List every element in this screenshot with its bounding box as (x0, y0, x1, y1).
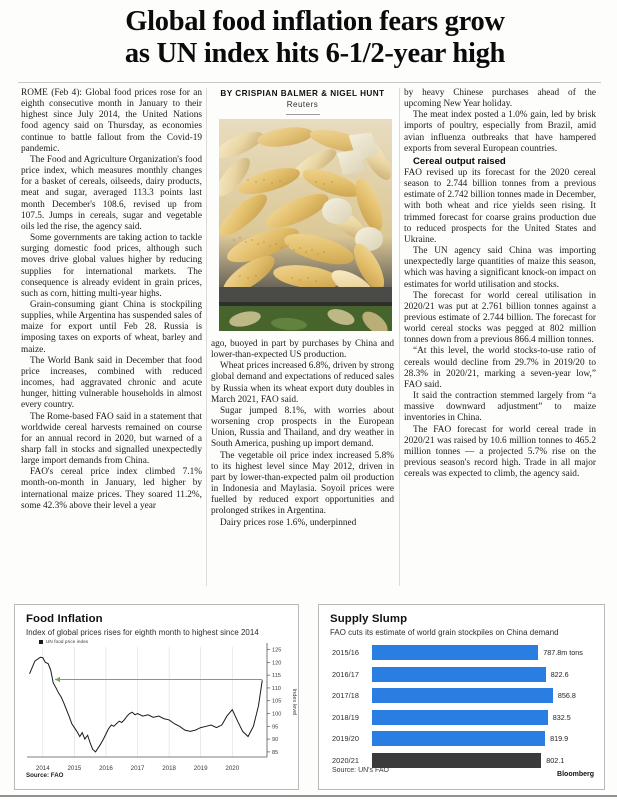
column-divider-2 (399, 88, 400, 586)
bar (372, 710, 548, 725)
svg-text:2020: 2020 (225, 765, 240, 772)
bar-value-label: 819.9 (550, 734, 569, 743)
svg-text:2017: 2017 (130, 765, 145, 772)
chart-source: Source: FAO (26, 772, 64, 779)
bar (372, 731, 545, 746)
bar-row (332, 688, 576, 703)
paragraph: It said the contraction stemmed largely from “a massive downward adjustment” to maize inventories in China. (404, 391, 596, 424)
article-column-3 (404, 88, 596, 480)
paragraph: The World Bank said in December that food price increases, combined with reduced incomes, had aggravated chronic and acute hunger, hitting vulnerable households in almost every country. (21, 355, 202, 411)
byline-underline (286, 114, 320, 115)
supply-slump-chart (318, 604, 605, 790)
bar-category-label: 2017/18 (332, 691, 360, 700)
svg-text:125: 125 (272, 647, 282, 654)
paragraph: The vegetable oil price index increased 5.8% to its highest level since May 2012, driven in part by lower-than-expected palm oil production in Indonesia and Maylasia. Soyoil prices were fuelled by reduced export opportunities and prolonged strikes in Argentina. (211, 450, 394, 517)
food-inflation-chart (14, 604, 299, 790)
paragraph: Grain-consuming giant China is stockpiling supplies, while Argentina has suspended sales of maize for export until Feb 28. Russia is imposing taxes on exports of wheat, barley and maize. (21, 299, 202, 355)
paragraph: Dairy prices rose 1.6%, underpinned (220, 517, 357, 528)
paragraph: by heavy Chinese purchases ahead of the upcoming New Year holiday. (404, 88, 596, 110)
bar-value-label: 802.1 (546, 755, 565, 765)
bar (372, 645, 538, 660)
byline-agency: Reuters (286, 100, 319, 109)
bar (372, 688, 553, 703)
bar-value-label: 856.8 (557, 691, 576, 700)
svg-text:90: 90 (272, 737, 279, 744)
headline-line-2: as UN index hits 6-1/2-year high (124, 38, 506, 70)
page-headline (60, 6, 570, 70)
bar-row (332, 710, 571, 725)
byline-block (211, 89, 394, 115)
headline-divider (18, 82, 601, 83)
headline-line-1: Global food inflation fears grow (125, 6, 505, 37)
chart-brand: Bloomberg (557, 771, 594, 778)
chart-subtitle: Index of global prices rises for eighth month to highest since 2014 (26, 628, 259, 637)
svg-text:2014: 2014 (35, 765, 50, 772)
bar-row (332, 753, 564, 768)
bar-category-label: 2020/21 (332, 755, 360, 765)
bar-row (332, 645, 583, 660)
paragraph: The Rome-based FAO said in a statement that worldwide cereal harvests remained on course for an annual record in 2020, but warned of a sharp fall in stocks and signalled unexpectedly large import demands from China. (21, 411, 202, 467)
paragraph: The meat index posted a 1.0% gain, led by brisk imports of poultry, especially from Brazil, amid avian influenza outbreaks that have hampered exports from several European countries. (404, 110, 596, 154)
paragraph: ago, buoyed in part by purchases by China and lower-than-expected US production. (211, 339, 394, 361)
svg-text:2016: 2016 (99, 765, 113, 772)
svg-text:120: 120 (272, 660, 282, 667)
maize-photo (219, 119, 392, 331)
bar-row (332, 731, 568, 746)
paragraph: Some governments are taking action to tackle surging domestic food prices, although such moves drive global values higher by reducing supplies for international markets. The consequence is already evident in grain prices, such as corn, hitting multi-year highs. (21, 233, 202, 299)
paragraph: The Food and Agriculture Organization's food price index, which measures monthly changes for a basket of cereals, oilseeds, dairy products, meat and sugar, averaged 113.3 points last month December's 108.6, revised up from 107.5. Jumps in cereals, sugar and vegetable oils led the rise, the agency said. (21, 154, 202, 232)
column-divider-1 (206, 88, 207, 586)
section-subhead: Cereal output raised (413, 155, 506, 167)
svg-text:2018: 2018 (162, 765, 176, 772)
paragraph: “At this level, the world stocks-to-use ratio of cereals would decline from 29.7% in 2019/20 to 28.3% in 2020/21, marking a seven-year low,” FAO said. (404, 346, 596, 390)
svg-text:2015: 2015 (67, 765, 82, 772)
svg-text:100: 100 (272, 711, 282, 718)
chart-title: Supply Slump (330, 613, 408, 625)
bar-category-label: 2016/17 (332, 669, 360, 679)
svg-text:95: 95 (272, 724, 279, 731)
paragraph: The forecast for world cereal utilisation in 2020/21 was put at 2.761 billion tonnes against a previous estimate of 2.744 billion. The forecast for world cereal stocks was pegged at 802 million tonnes down from a previous 866.4 million tonnes. (404, 290, 596, 346)
bar-category-label: 2018/19 (332, 712, 360, 722)
bar-row (332, 667, 569, 682)
svg-text:110: 110 (272, 685, 281, 692)
line-plot (15, 605, 298, 789)
bar-value-label: 787.8m tons (543, 648, 583, 657)
svg-text:115: 115 (272, 673, 281, 680)
bar-value-label: 832.5 (552, 712, 571, 722)
paragraph: Wheat prices increased 6.8%, driven by strong global demand and expectations of reduced sales by Russia when its wheat export duty doubles in March 2021, FAO said. (211, 361, 394, 405)
bar-value-label: 822.6 (550, 669, 569, 679)
article-column-2 (211, 339, 394, 529)
paragraph: FAO's cereal price index climbed 7.1% month-on-month in January, led higher by international maize prices. They soared 11.2%, some 42.3% above their level a year (21, 467, 202, 511)
svg-text:85: 85 (272, 749, 279, 756)
svg-text:2019: 2019 (193, 765, 208, 772)
bar-category-label: 2015/16 (332, 648, 360, 657)
article-column-1 (21, 88, 202, 512)
chart-subtitle: FAO cuts its estimate of world grain stockpiles on China demand (330, 628, 559, 637)
bar (372, 753, 541, 768)
paragraph: FAO revised up its forecast for the 2020 cereal season to 2.744 billion tonnes from a previous estimate of 2.742 billion tonnes made in December, with both wheat and rice yields seen rising. It trimmed forecast for coarse grains production due to reduced prospects for the United States and Ukraine. (404, 167, 596, 245)
svg-text:105: 105 (272, 698, 282, 705)
paragraph: The UN agency said China was importing unexpectedly large quantities of maize this season, which was having a significant knock-on impact on estimates for world utilisation and stocks. (404, 246, 596, 290)
paragraph: ROME (Feb 4): Global food prices rose for an eighth consecutive month in January to their highest since July 2014, the United Nations food agency said on Thursday, as economies continue to battle fallout from the Covid-19 pandemic. (21, 88, 202, 154)
chart-title: Food Inflation (26, 613, 103, 625)
bar (372, 667, 546, 682)
byline-authors: BY CRISPIAN BALMER & NIGEL HUNT (220, 89, 385, 98)
chart-source: Source: UN's FAO (332, 767, 389, 774)
page-footer-rule (0, 795, 617, 797)
bar-category-label: 2019/20 (332, 734, 360, 743)
paragraph: The FAO forecast for world cereal trade in 2020/21 was raised by 10.6 million tonnes to 465.2 million tonnes — a projected 5.7% rise on the previous season's record high. Trade in all major cereals was expected to climb, the agency said. (404, 424, 596, 480)
paragraph: Sugar jumped 8.1%, with worries about worsening crop prospects in the European Union, Russia and Thailand, and dry weather in South America, pushing up import demand. (211, 405, 394, 450)
svg-text:Index level: Index level (291, 688, 297, 716)
maize-photo-graphic (219, 119, 392, 331)
bar-plot (319, 605, 604, 789)
legend-label: UN food price index (46, 639, 89, 644)
